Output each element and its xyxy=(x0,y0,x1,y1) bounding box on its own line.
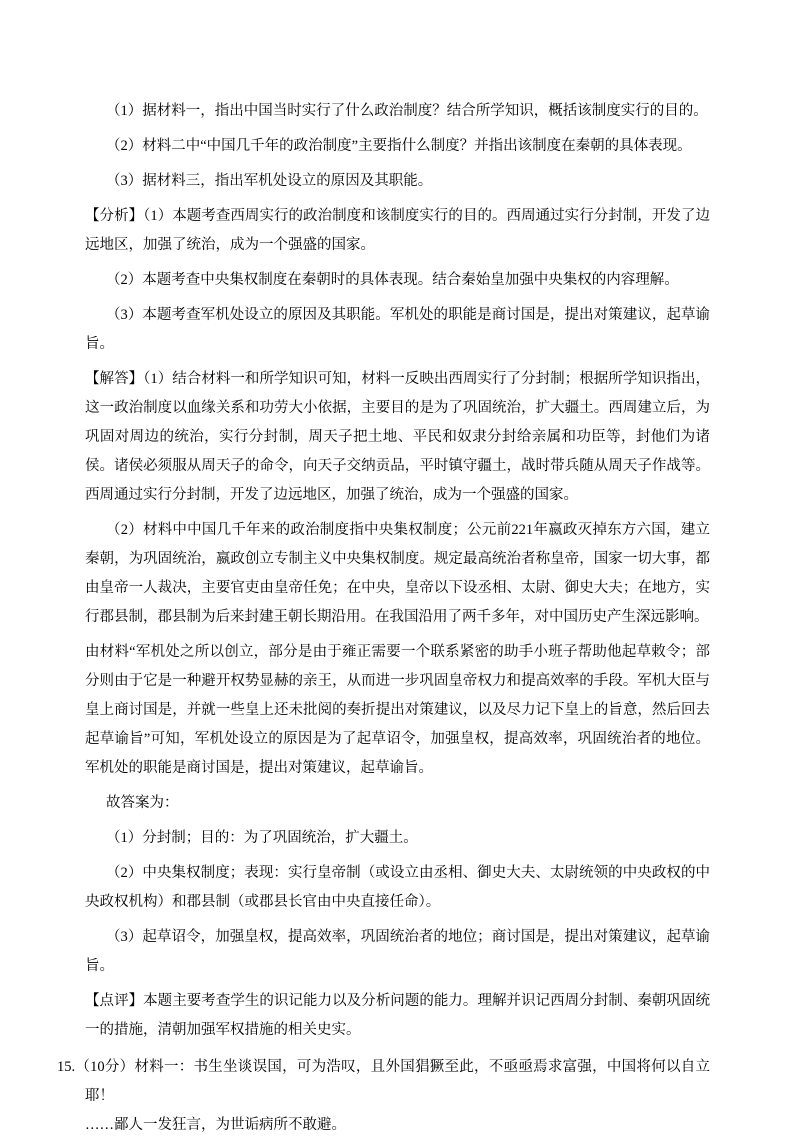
final-answer-1: （1）分封制；目的：为了巩固统治，扩大疆土。 xyxy=(106,830,418,846)
answer-paragraph-2: （2）材料中中国几千年来的政治制度指中央集权制度；公元前221年嬴政灭掉东方六国，建立秦朝，为巩固统治，嬴政创立专制主义中央集权制度。规定最高统治者称皇帝，国家一切大事，都由皇帝一人裁决，主要官吏由皇帝任免；在中央，皇帝以下设丞相、太尉、御史大夫；在地方，实行郡县制，郡县制为后来封建王朝长期沿用。在我国沿用了两千多年，对中国历史产生深远影响。 xyxy=(85,522,710,625)
final-answer-2: （2）中央集权制度；表现：实行皇帝制（或设立由丞相、御史大夫、太尉统领的中央政权的中央政权机构）和郡县制（或郡县长官由中央直接任命）。 xyxy=(85,865,710,910)
sub-question-2: （2）材料二中“中国几千年的政治制度”主要指什么制度？并指出该制度在秦朝的具体表现。 xyxy=(106,138,692,154)
analysis-paragraph-1: 【分析】（1）本题考查西周实行的政治制度和该制度实行的目的。西周通过实行分封制，开发了边远地区，加强了统治，成为一个强盛的国家。 xyxy=(85,208,710,253)
comment-paragraph: 【点评】本题主要考查学生的识记能力以及分析问题的能力。理解并识记西周分封制、秦朝巩固统一的措施，清朝加强军权措施的相关史实。 xyxy=(85,993,710,1038)
final-answer-heading: 故答案为： xyxy=(106,795,179,811)
answer-paragraph-1: 【解答】（1）结合材料一和所学知识可知，材料一反映出西周实行了分封制；根据所学知识指出，这一政治制度以血缘关系和功劳大小依据，主要目的是为了巩固统治，扩大疆土。西周建立后，为巩固对周边的统治，实行分封制，周天子把土地、平民和奴隶分封给亲属和功臣等，封他们为诸侯。诸侯必须服从周天子的命令，向天子交纳贡品，平时镇守疆土，战时带兵随从周天子作战等。西周通过实行分封制，开发了边远地区，加强了统治，成为一个强盛的国家。 xyxy=(85,371,710,503)
question-15: 15.（10分）材料一：书生坐谈误国，可为浩叹，且外国猖獗至此，不亟亟焉求富强，中国将何以自立耶！ xyxy=(57,1059,710,1104)
analysis-paragraph-3: （3）本题考查军机处设立的原因及其职能。军机处的职能是商讨国是，提出对策建议，起草谕旨。 xyxy=(85,307,710,352)
question-15-continuation: ……鄙人一发狂言，为世诟病所不敢避。 xyxy=(85,1117,346,1133)
answer-paragraph-3-quote: 由材料“军机处之所以创立，部分是由于雍正需要一个联系紧密的助手小班子帮助他起草敕令；部分则由于它是一种避开权势显赫的亲王，从而进一步巩固皇帝权力和提高效率的手段。军机大臣与皇上商讨国是，并就一些皇上还未批阅的奏折提出对策建议，以及尽力记下皇上的旨意，然后回去起草谕旨”可知，军机处设立的原因是为了起草诏令，加强皇权，提高效率，巩固统治者的地位。军机处的职能是商讨国是，提出对策建议，起草谕旨。 xyxy=(85,644,710,776)
sub-question-3: （3）据材料三，指出军机处设立的原因及其职能。 xyxy=(106,173,433,189)
final-answer-3: （3）起草诏令，加强皇权，提高效率，巩固统治者的地位；商讨国是，提出对策建议，起草谕旨。 xyxy=(85,929,710,974)
analysis-paragraph-2: （2）本题考查中央集权制度在秦朝时的具体表现。结合秦始皇加强中央集权的内容理解。 xyxy=(106,272,679,288)
sub-question-1: （1）据材料一，指出中国当时实行了什么政治制度？结合所学知识，概括该制度实行的目的。 xyxy=(106,103,708,119)
